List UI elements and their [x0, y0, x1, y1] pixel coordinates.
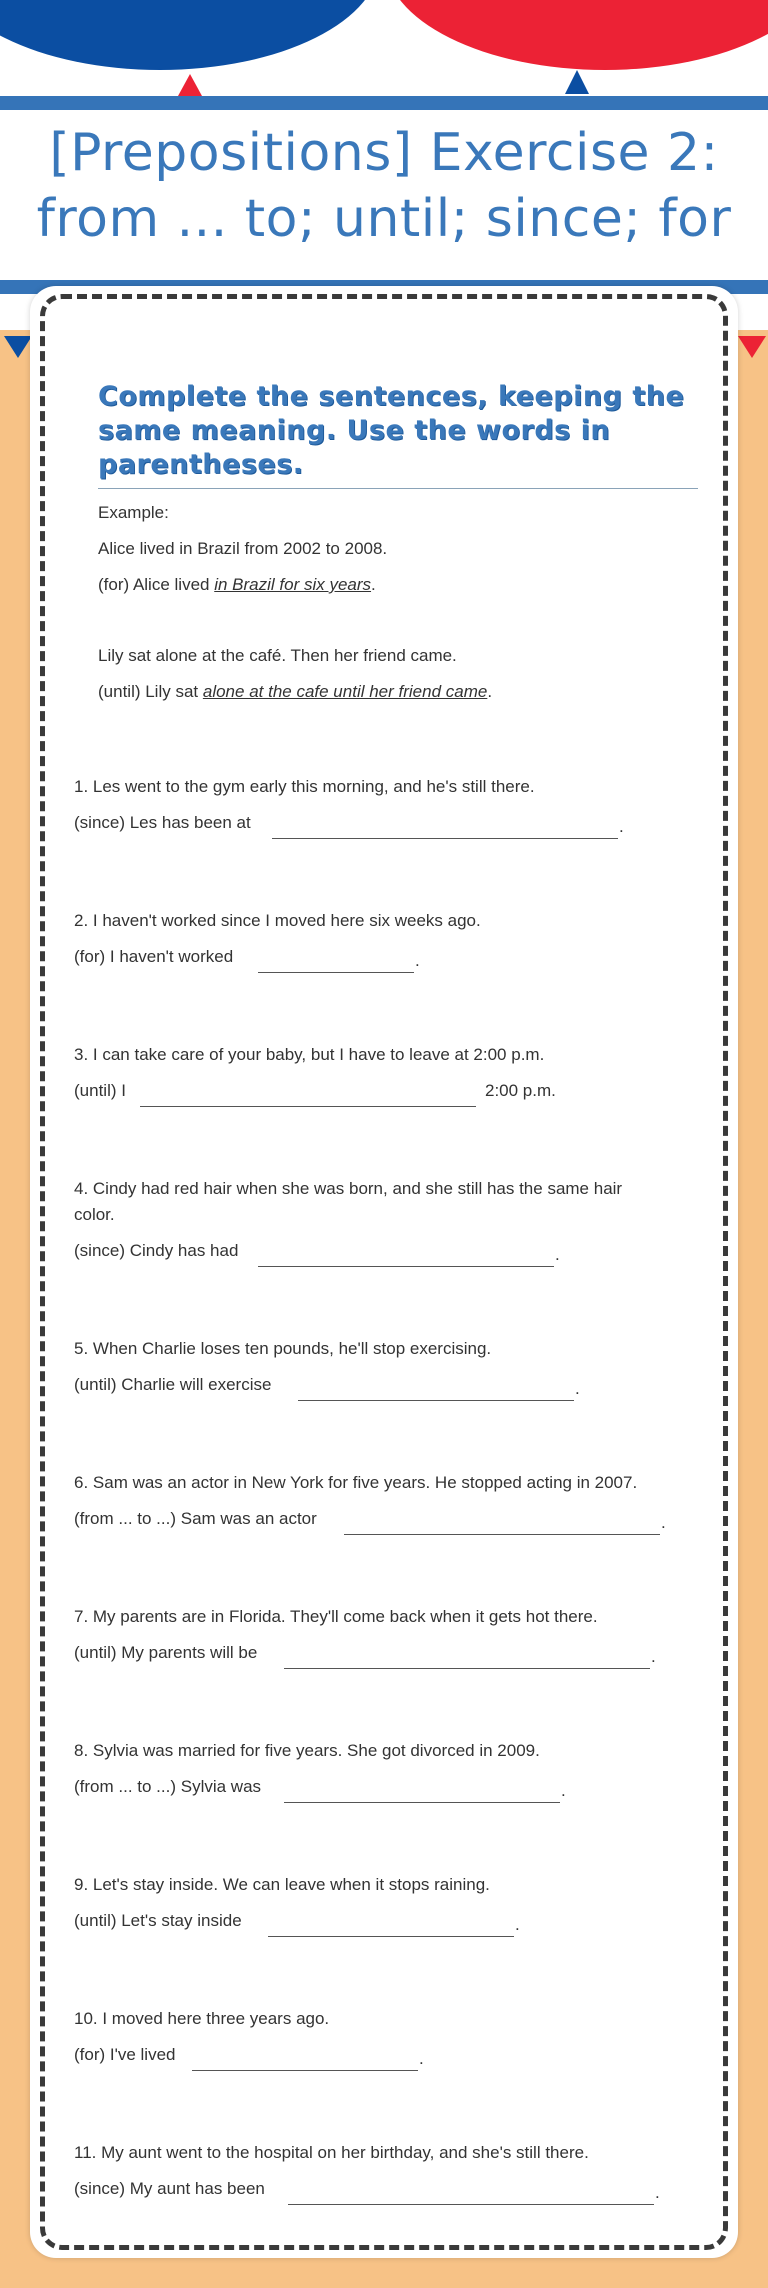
blue-balloon-knot — [565, 70, 589, 94]
question-10-suffix: . — [419, 2049, 424, 2068]
example-1-rewrite — [98, 574, 376, 596]
question-4-sentence-line-2: color. — [74, 1205, 115, 1224]
question-1-suffix: . — [619, 817, 624, 836]
question-5-prompt: (until) Charlie will exercise — [74, 1375, 272, 1394]
example-1-answer: in Brazil for six years — [214, 575, 372, 594]
question-8-suffix: . — [561, 1781, 566, 1800]
question-4-sentence-line-1: 4. Cindy had red hair when she was born, and she still has the same hair — [74, 1179, 623, 1198]
instructions-heading: Complete the sentences, keeping the same meaning. Use the words in parentheses. — [98, 381, 685, 480]
question-11-suffix: . — [655, 2183, 660, 2202]
example-label: Example: — [98, 503, 169, 522]
question-7-answer-blank[interactable] — [284, 1668, 650, 1669]
heading-divider — [98, 488, 698, 489]
question-10-sentence: 10. I moved here three years ago. — [74, 2009, 330, 2028]
question-2-sentence: 2. I haven't worked since I moved here six weeks ago. — [74, 911, 481, 930]
question-6-sentence: 6. Sam was an actor in New York for five years. He stopped acting in 2007. — [74, 1473, 638, 1492]
question-4-prompt: (since) Cindy has had — [74, 1241, 239, 1260]
question-10-answer-blank[interactable] — [192, 2070, 418, 2071]
question-2-prompt: (for) I haven't worked — [74, 947, 234, 966]
question-8-sentence: 8. Sylvia was married for five years. She got divorced in 2009. — [74, 1741, 540, 1760]
question-3-prompt: (until) I — [74, 1081, 126, 1100]
title-line-1: [Prepositions] Exercise 2: — [49, 123, 719, 183]
question-9-suffix: . — [515, 1915, 520, 1934]
question-9-sentence: 9. Let's stay inside. We can leave when it stops raining. — [74, 1875, 490, 1894]
question-5-sentence: 5. When Charlie loses ten pounds, he'll stop exercising. — [74, 1339, 492, 1358]
example-2-rewrite — [98, 681, 492, 703]
question-6-answer-blank[interactable] — [344, 1534, 660, 1535]
header-stripe — [0, 96, 768, 110]
question-3-suffix: 2:00 p.m. — [485, 1081, 556, 1100]
blue-balloon-decoration — [0, 0, 380, 70]
question-6-prompt: (from ... to ...) Sam was an actor — [74, 1509, 317, 1528]
exercise-card — [30, 286, 738, 2258]
example-2-answer: alone at the cafe until her friend came — [202, 682, 488, 701]
question-11-answer-blank[interactable] — [288, 2204, 654, 2205]
question-11-sentence: 11. My aunt went to the hospital on her birthday, and she's still there. — [74, 2143, 589, 2162]
red-balloon-knot — [178, 74, 202, 96]
question-3-sentence: 3. I can take care of your baby, but I have to leave at 2:00 p.m. — [74, 1045, 545, 1064]
question-8-answer-blank[interactable] — [284, 1802, 560, 1803]
question-7-sentence: 7. My parents are in Florida. They'll come back when it gets hot there. — [74, 1607, 598, 1626]
question-2-suffix: . — [415, 951, 420, 970]
question-6-suffix: . — [661, 1513, 666, 1532]
example-2-end: . — [487, 682, 493, 701]
question-3-answer-blank[interactable] — [140, 1106, 476, 1107]
blue-corner-decoration — [4, 336, 32, 358]
question-5-answer-blank[interactable] — [298, 1400, 574, 1401]
page-title — [0, 120, 768, 252]
question-4-answer-blank[interactable] — [258, 1266, 554, 1267]
question-2-answer-blank[interactable] — [258, 972, 414, 973]
question-10-prompt: (for) I've lived — [74, 2045, 176, 2064]
red-corner-decoration — [738, 336, 766, 358]
red-balloon-decoration — [385, 0, 768, 70]
question-8-prompt: (from ... to ...) Sylvia was — [74, 1777, 262, 1796]
question-1-sentence: 1. Les went to the gym early this morning, and he's still there. — [74, 777, 535, 796]
question-1-prompt: (since) Les has been at — [74, 813, 251, 832]
question-9-answer-blank[interactable] — [268, 1936, 514, 1937]
example-1-sentence: Alice lived in Brazil from 2002 to 2008. — [98, 539, 388, 558]
title-line-2: from ... to; until; since; for — [36, 189, 732, 249]
question-7-suffix: . — [651, 1647, 656, 1666]
example-1-prompt: (for) Alice lived — [98, 575, 210, 594]
question-4-suffix: . — [555, 1245, 560, 1264]
question-1-answer-blank[interactable] — [272, 838, 618, 839]
example-2-prompt: (until) Lily sat — [98, 682, 199, 701]
question-5-suffix: . — [575, 1379, 580, 1398]
question-9-prompt: (until) Let's stay inside — [74, 1911, 242, 1930]
example-2-sentence: Lily sat alone at the café. Then her friend came. — [98, 646, 457, 665]
question-11-prompt: (since) My aunt has been — [74, 2179, 265, 2198]
question-7-prompt: (until) My parents will be — [74, 1643, 258, 1662]
example-1-end: . — [371, 575, 376, 594]
